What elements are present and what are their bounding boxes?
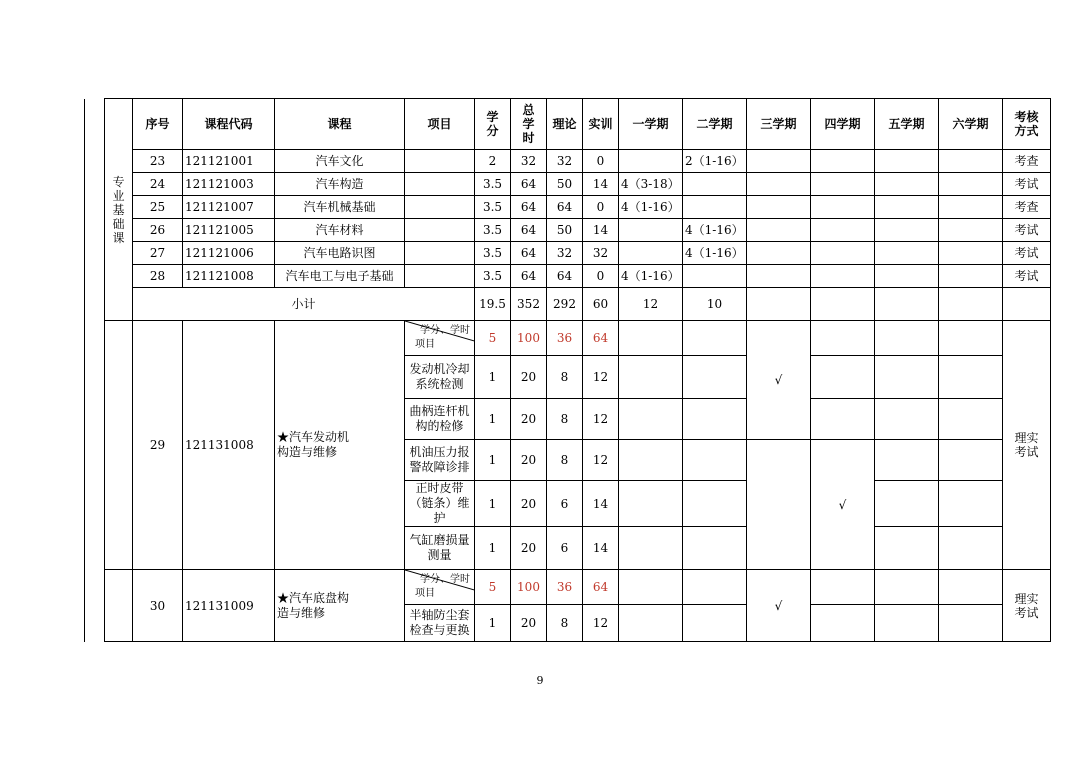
header-sem6: 六学期 (939, 99, 1003, 150)
project-name: 曲柄连杆机构的检修 (409, 404, 470, 433)
seq-cell: 26 (133, 219, 183, 242)
project-practice: 12 (583, 399, 619, 440)
sem1-cell (619, 219, 683, 242)
project-practice: 12 (583, 440, 619, 481)
project-name: 气缸磨损量测量 (409, 533, 470, 562)
header-sem5: 五学期 (875, 99, 939, 150)
project-credit: 1 (475, 356, 511, 399)
seq-cell: 23 (133, 150, 183, 173)
table-row (85, 196, 1051, 219)
theory-cell: 64 (547, 265, 583, 288)
diag-top-label: 学分、学时 (420, 325, 470, 336)
table-row (85, 150, 1051, 173)
course29-name: ★汽车发动机构造与维修 (277, 430, 350, 459)
sem1-cell: 4（1-16） (619, 265, 683, 288)
course30-seq: 30 (133, 570, 183, 642)
project-credit: 1 (475, 440, 511, 481)
diagonal-header-cell (405, 570, 475, 605)
header-exam: 考核方式 (1014, 110, 1039, 138)
hours-cell: 64 (511, 173, 547, 196)
project-credit: 1 (475, 399, 511, 440)
course29-check-b: √ (811, 440, 875, 570)
project-practice: 14 (583, 481, 619, 527)
code-cell: 121121007 (183, 196, 275, 219)
header-seq: 序号 (133, 99, 183, 150)
course-name-cell: 汽车构造 (275, 173, 405, 196)
left-strip (85, 99, 105, 150)
header-sem3: 三学期 (747, 99, 811, 150)
seq-cell: 27 (133, 242, 183, 265)
sem1-cell (619, 242, 683, 265)
header-practice: 实训 (583, 99, 619, 150)
course-name-cell: 汽车材料 (275, 219, 405, 242)
course30-code: 121131009 (183, 570, 275, 642)
project-credit: 1 (475, 527, 511, 570)
theory-cell: 32 (547, 150, 583, 173)
sem2-cell: 4（1-16） (683, 242, 747, 265)
sem2-cell (683, 196, 747, 219)
subtotal-theory: 292 (547, 288, 583, 321)
course-name-cell: 汽车机械基础 (275, 196, 405, 219)
course-name-cell: 汽车电工与电子基础 (275, 265, 405, 288)
summary-credit: 5 (475, 321, 511, 356)
project-practice: 12 (583, 356, 619, 399)
summary-theory: 36 (547, 321, 583, 356)
project-hours: 20 (511, 356, 547, 399)
subtotal-sem2: 10 (683, 288, 747, 321)
code-cell: 121121008 (183, 265, 275, 288)
credit-cell: 3.5 (475, 265, 511, 288)
sem1-cell: 4（1-16） (619, 196, 683, 219)
project-name: 发动机冷却系统检测 (409, 362, 470, 391)
hours-cell: 32 (511, 150, 547, 173)
credit-cell: 3.5 (475, 196, 511, 219)
project-name: 正时皮带（链条）维护 (409, 481, 470, 525)
course30-check: √ (747, 570, 811, 642)
diagonal-header-cell (405, 321, 475, 356)
code-cell: 121121005 (183, 219, 275, 242)
credit-cell: 3.5 (475, 219, 511, 242)
seq-cell: 28 (133, 265, 183, 288)
table-row (85, 219, 1051, 242)
course29-check-a: √ (747, 321, 811, 440)
theory-cell: 32 (547, 242, 583, 265)
sem1-cell: 4（3-18） (619, 173, 683, 196)
hours-cell: 64 (511, 242, 547, 265)
table-row (85, 242, 1051, 265)
sem2-cell (683, 173, 747, 196)
practice-cell: 0 (583, 196, 619, 219)
summary-practice: 64 (583, 570, 619, 605)
exam-cell: 考查 (1003, 150, 1051, 173)
header-credit: 学分 (486, 110, 499, 138)
summary-hours: 100 (511, 321, 547, 356)
theory-cell: 50 (547, 219, 583, 242)
exam-cell: 考试 (1003, 242, 1051, 265)
exam-cell: 考试 (1003, 219, 1051, 242)
project-cell (405, 242, 475, 265)
project-credit: 1 (475, 481, 511, 527)
theory-cell: 50 (547, 173, 583, 196)
summary-credit: 5 (475, 570, 511, 605)
project-credit: 1 (475, 605, 511, 642)
hours-cell: 64 (511, 219, 547, 242)
table-row (85, 265, 1051, 288)
project-name: 机油压力报警故障诊排 (409, 445, 470, 474)
project-hours: 20 (511, 440, 547, 481)
code-cell: 121121001 (183, 150, 275, 173)
subtotal-label: 小计 (133, 288, 475, 321)
course29-seq: 29 (133, 321, 183, 570)
diag-bottom-label: 项目 (415, 339, 435, 350)
header-theory: 理论 (547, 99, 583, 150)
summary-practice: 64 (583, 321, 619, 356)
code-cell: 121121006 (183, 242, 275, 265)
header-project: 项目 (405, 99, 475, 150)
practice-cell: 0 (583, 150, 619, 173)
project-theory: 6 (547, 527, 583, 570)
project-theory: 8 (547, 605, 583, 642)
curriculum-table (84, 98, 1051, 642)
header-total-hours: 总学时 (522, 103, 535, 145)
exam-cell: 考试 (1003, 265, 1051, 288)
diag-top-label: 学分、学时 (420, 574, 470, 585)
subtotal-hours: 352 (511, 288, 547, 321)
project-theory: 8 (547, 399, 583, 440)
hours-cell: 64 (511, 196, 547, 219)
project-theory: 6 (547, 481, 583, 527)
header-sem4: 四学期 (811, 99, 875, 150)
seq-cell: 24 (133, 173, 183, 196)
category-cell (105, 99, 133, 321)
subtotal-credit: 19.5 (475, 288, 511, 321)
category-label: 专业基础课 (112, 174, 125, 245)
project-hours: 20 (511, 481, 547, 527)
project-cell (405, 219, 475, 242)
credit-cell: 3.5 (475, 173, 511, 196)
project-hours: 20 (511, 527, 547, 570)
code-cell: 121121003 (183, 173, 275, 196)
credit-cell: 2 (475, 150, 511, 173)
sem2-cell: 4（1-16） (683, 219, 747, 242)
header-row (85, 99, 1051, 150)
sem2-cell: 2（1-16） (683, 150, 747, 173)
summary-hours: 100 (511, 570, 547, 605)
project-hours: 20 (511, 399, 547, 440)
seq-cell: 25 (133, 196, 183, 219)
table-row (85, 173, 1051, 196)
course-name-cell: 汽车电路识图 (275, 242, 405, 265)
project-theory: 8 (547, 356, 583, 399)
hours-cell: 64 (511, 265, 547, 288)
project-practice: 12 (583, 605, 619, 642)
subtotal-row (85, 288, 1051, 321)
course30-summary-row (85, 570, 1051, 605)
sem1-cell (619, 150, 683, 173)
project-name: 半轴防尘套检查与更换 (409, 608, 470, 637)
course29-code: 121131008 (183, 321, 275, 570)
practice-cell: 32 (583, 242, 619, 265)
practice-cell: 14 (583, 219, 619, 242)
subtotal-sem1: 12 (619, 288, 683, 321)
project-cell (405, 265, 475, 288)
project-cell (405, 196, 475, 219)
project-practice: 14 (583, 527, 619, 570)
practice-cell: 0 (583, 265, 619, 288)
project-hours: 20 (511, 605, 547, 642)
header-sem2: 二学期 (683, 99, 747, 150)
exam-cell: 考试 (1003, 173, 1051, 196)
credit-cell: 3.5 (475, 242, 511, 265)
header-code: 课程代码 (183, 99, 275, 150)
sem2-cell (683, 265, 747, 288)
practice-cell: 14 (583, 173, 619, 196)
diag-bottom-label: 项目 (415, 588, 435, 599)
page-number: 9 (536, 674, 544, 687)
project-theory: 8 (547, 440, 583, 481)
course30-name: ★汽车底盘构造与维修 (277, 590, 350, 620)
exam-cell: 考查 (1003, 196, 1051, 219)
project-cell (405, 150, 475, 173)
theory-cell: 64 (547, 196, 583, 219)
course29-summary-row (85, 321, 1051, 356)
course29-exam: 理实考试 (1014, 431, 1039, 459)
project-cell (405, 173, 475, 196)
header-course: 课程 (275, 99, 405, 150)
subtotal-practice: 60 (583, 288, 619, 321)
course-name-cell: 汽车文化 (275, 150, 405, 173)
course30-exam: 理实考试 (1014, 591, 1039, 620)
summary-theory: 36 (547, 570, 583, 605)
header-sem1: 一学期 (619, 99, 683, 150)
